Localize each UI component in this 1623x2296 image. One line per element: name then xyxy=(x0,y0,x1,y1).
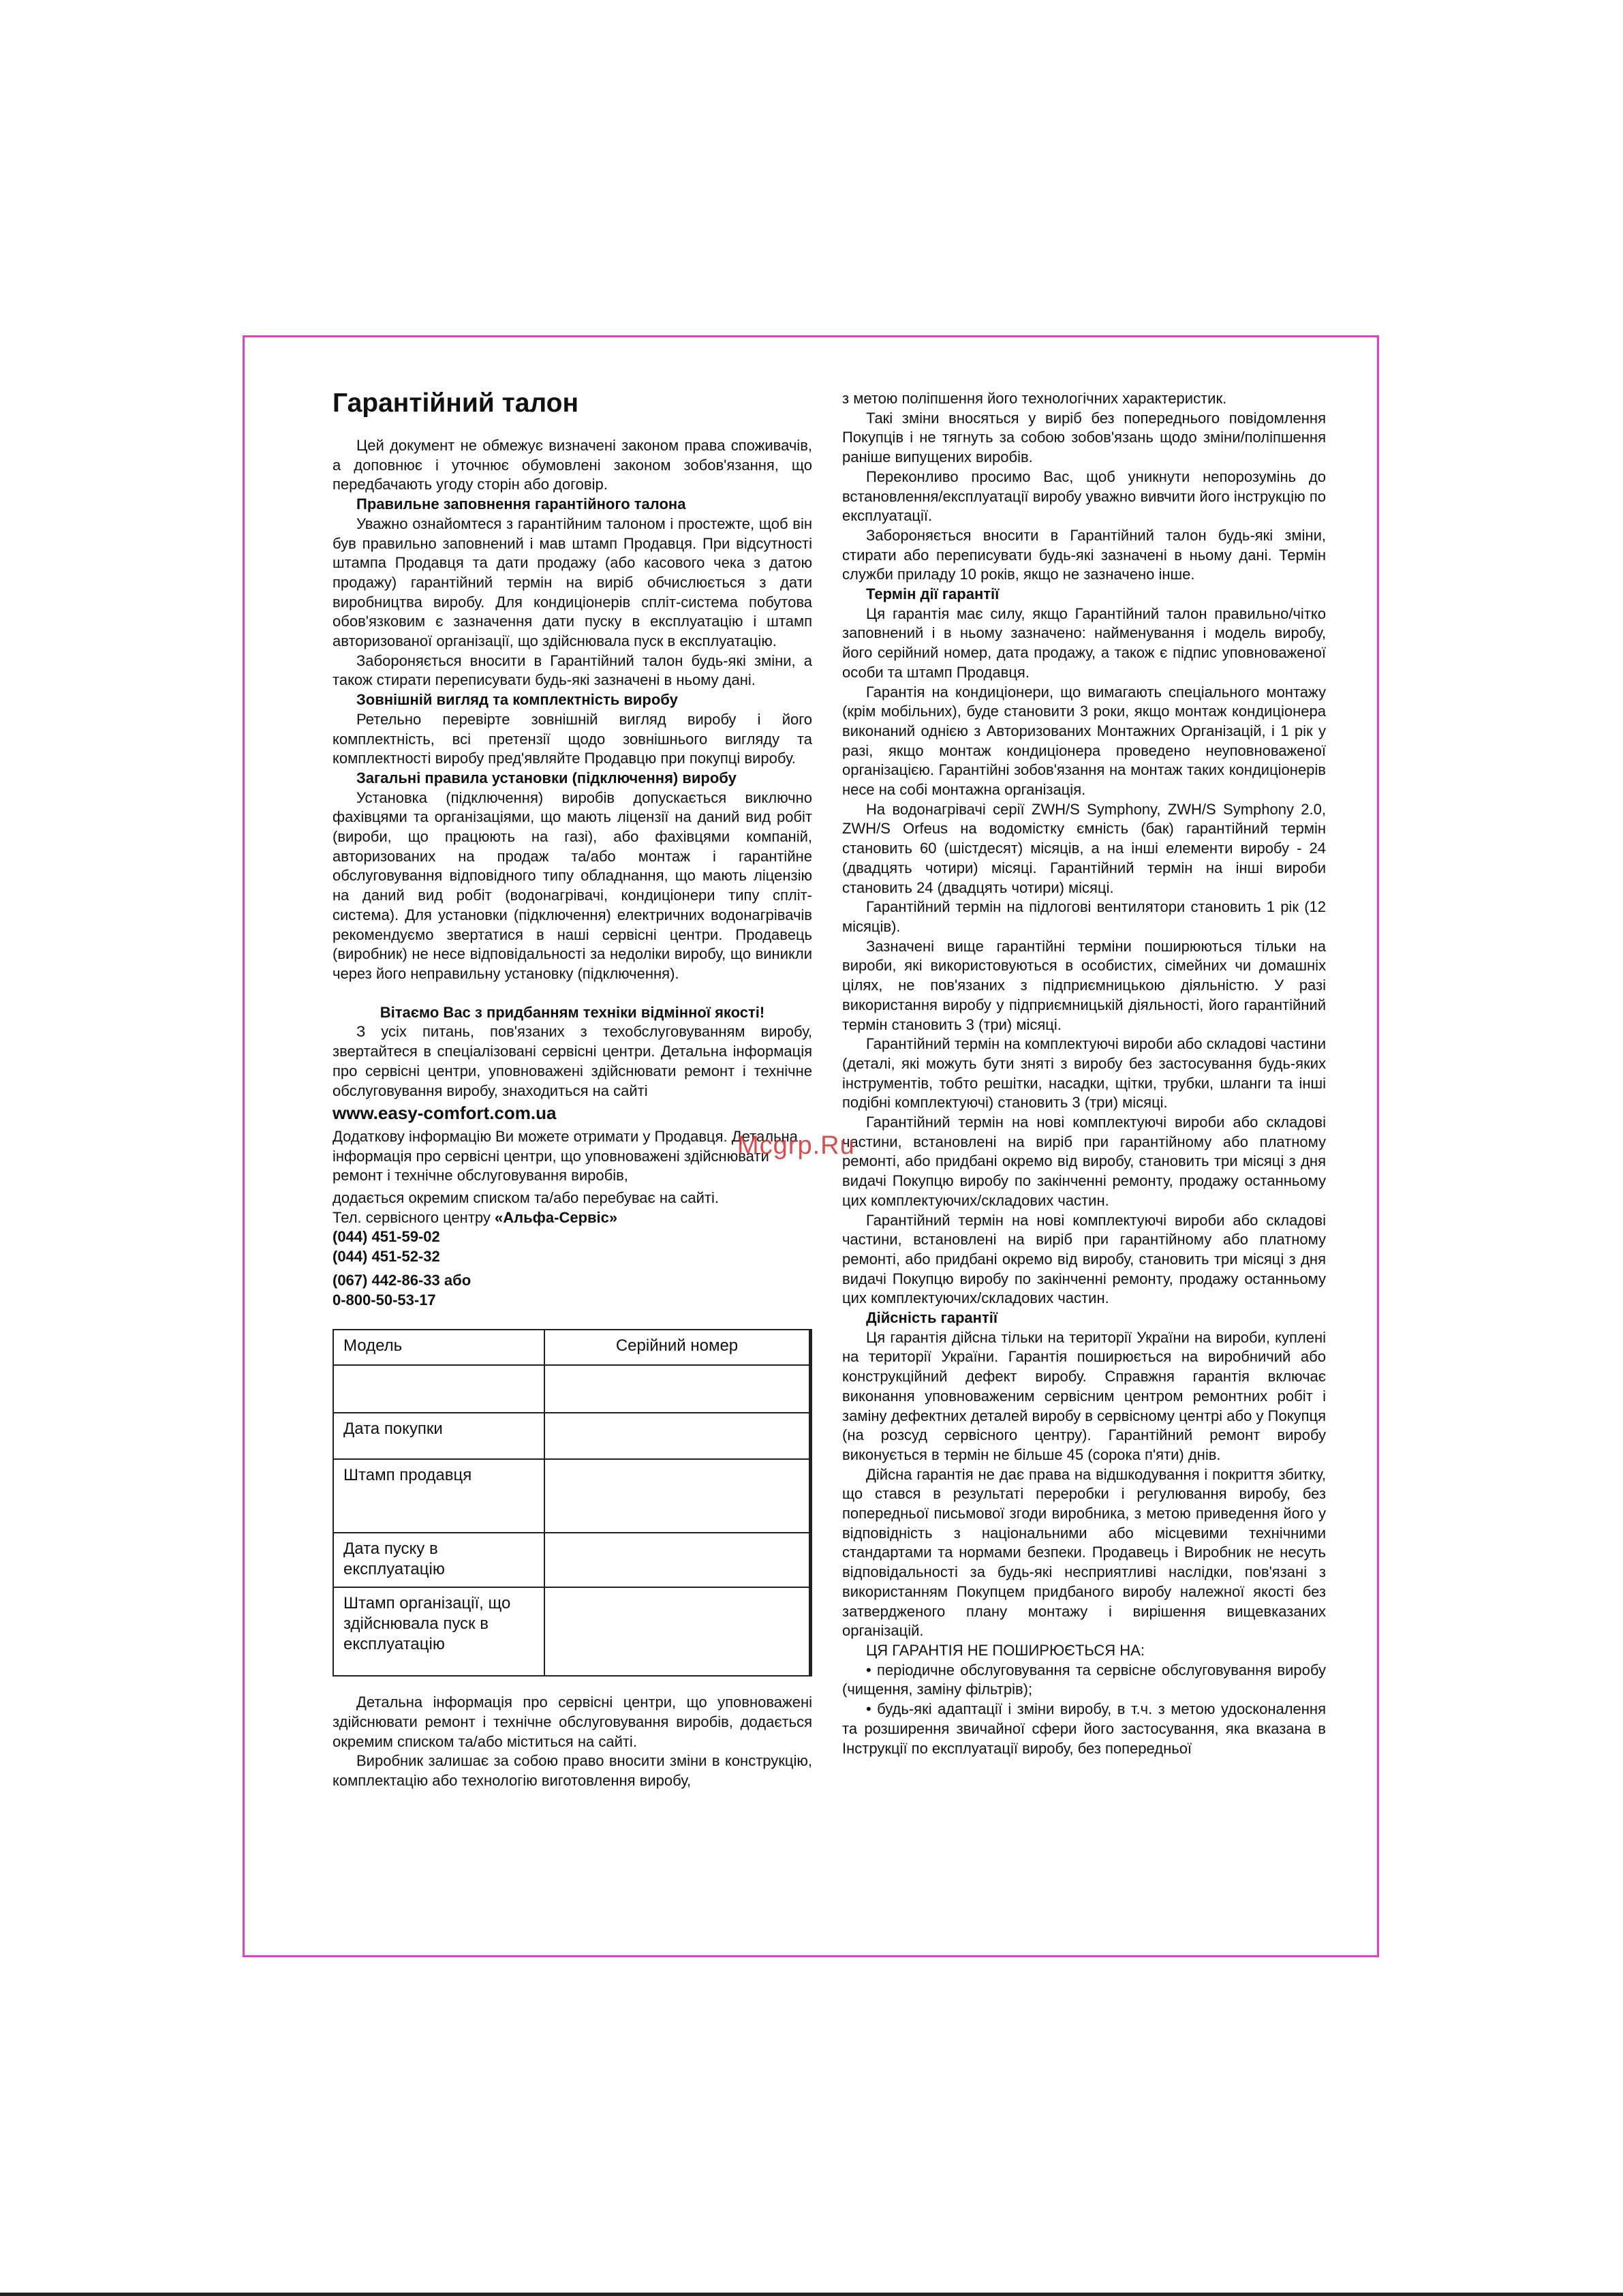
right-p6: На водонагрівачі серії ZWH/S Symphony, ZWH/S Symphony 2.0, ZWH/S Orfeus на водомістку ємність (бак) гарантійний термін становить 60 (шістдесят) місяців, а на інші елементи виробу - 24 (двадцять чотири) місяці. Гарантійний термін на інші вироби становить 24 (двадцять чотири) місяці. xyxy=(842,800,1326,896)
start-date-label: Дата пуску в експлуатацію xyxy=(333,1533,544,1587)
tel-prefix: Тел. сервісного центру xyxy=(333,1208,495,1226)
warranty-form-table xyxy=(333,1329,812,1677)
serial-value-cell[interactable] xyxy=(544,1365,811,1413)
purchase-date-cell[interactable] xyxy=(544,1413,811,1459)
site-link[interactable]: www.easy-comfort.com.ua xyxy=(333,1103,557,1124)
left-column xyxy=(333,388,812,1791)
service-line xyxy=(333,1208,812,1228)
list-paragraph: додається окремим списком та/або перебуває на сайті. xyxy=(333,1189,719,1207)
intro-paragraph: Цей документ не обмежує визначені законом права споживачів, а доповнює і уточнює обумовлені законом зобов'язання, що передбачають угоду сторін або договір. xyxy=(333,437,812,493)
right-p3: Забороняється вносити в Гарантійний талон будь-які зміни, стирати або переписувати будь-які зазначені в ньому дані. Термін служби приладу 10 років, якщо не зазначено інше. xyxy=(842,526,1326,583)
watermark: Mcgrp.Ru xyxy=(737,1131,855,1160)
purchase-date-label: Дата покупки xyxy=(333,1413,544,1459)
phone-1: (044) 451-59-02 xyxy=(333,1228,440,1246)
phone-2: (044) 451-52-32 xyxy=(333,1248,440,1266)
heading-term: Термін дії гарантії xyxy=(866,585,1000,603)
seller-stamp-cell[interactable] xyxy=(544,1459,811,1533)
heading-look: Зовнішній вигляд та комплектність виробу xyxy=(356,691,678,709)
heading-install: Загальні правила установки (підключення) виробу xyxy=(356,769,737,786)
install-paragraph: Установка (підключення) виробів допускається виключно фахівцями та організаціями, що мають ліцензії на даний вид робіт (вироби, що працюють на газі), або фахівцями компаній, авторизованих на продаж та/або монтаж і гарантійне обслуговування відповідного типу обладнання, що мають ліцензію на даний вид робіт (водонагрівачі, кондиціонери типу спліт-система). Для установки (підключення) електричних водонагрівачів рекомендуємо звертатися в наші сервісні центри. Продавець (виробник) не несе відповідальності за недоліки виробу, що виникли через його неправильну установку (підключення). xyxy=(333,789,812,982)
forbid-paragraph: Забороняється вносити в Гарантійний талон будь-які зміни, а також стирати переписувати будь-які зазначені в ньому дані. xyxy=(333,652,812,689)
bottom-border xyxy=(0,2293,1623,2296)
fill-paragraph: Уважно ознайомтеся з гарантійним талоном і простежте, щоб він був правильно заповнений і мав штамп Продавця. При відсутності штампа Продавця та дати продажу (або касового чека з датою продажу) гарантійний термін на виріб обчислюється з дати виробництва виробу. Для кондиціонерів спліт-система побутова обов'язковим є зазначення дати пуску в експлуатацію і штамп авторизованої організації, що здійснювала пуск в експлуатацію. xyxy=(333,515,812,650)
look-paragraph: Ретельно перевірте зовнішній вигляд виробу і його комплектність, всі претензії щодо зовнішнього вигляду та комплектності виробу пред'являйте Продавцю при покупці виробу. xyxy=(333,710,812,767)
org-stamp-cell[interactable] xyxy=(544,1587,811,1676)
after-paragraph-1: Детальна інформація про сервісні центри, що уповноважені здійснювати ремонт і технічне обслуговування виробів, додається окремим списком та/або міститься на сайті. xyxy=(333,1694,812,1750)
start-date-cell[interactable] xyxy=(544,1533,811,1587)
right-p11: Гарантійний термін на нові комплектуючі вироби або складові частини, встановлені на виріб при гарантійному або платному ремонті, або придбані окремо від виробу, становить три місяці з дня видачі Покупцю виробу по закінченні ремонту, продажу останньому цих комплектуючих/складових частин. xyxy=(842,1211,1326,1307)
right-p12: Ця гарантія дійсна тільки на території України на вироби, куплені на території України. Гарантія поширюється на виробничий або конструкційний дефект виробу. Справжня гарантія включає виконання уповноваженим сервісним центром ремонтних робіт і заміну дефектних деталей виробу в сервісному центрі або у Покупця (на розсуд сервісного центру). Гарантійний ремонт виробу виконується в термін не більше 45 (сорока п'яти) днів. xyxy=(842,1328,1326,1463)
heading-fill: Правильне заповнення гарантійного талона xyxy=(356,495,686,513)
right-p5: Гарантія на кондиціонери, що вимагають спеціального монтажу (крім мобільних), буде становити 3 роки, якщо монтаж кондиціонера виконаний однією з Авторизованих Монтажних Організацій, і 1 рік у разі, якщо монтаж кондиціонера проведено неуповноваженої організацією. Гарантійні зобов'язання на монтаж таких кондиціонерів несе на собі монтажна організація. xyxy=(842,683,1326,799)
model-label: Модель xyxy=(333,1330,544,1365)
right-p0: з метою поліпшення його технологічних характеристик. xyxy=(842,390,1227,407)
model-value-cell[interactable] xyxy=(333,1365,544,1413)
welcome-paragraph: З усіх питань, пов'язаних з техобслуговуванням виробу, звертайтеся в спеціалізовані сервісні центри. Детальна інформація про сервісні центри, уповноважені здійснювати ремонт і технічне обслуговування виробу, знаходиться на сайті xyxy=(333,1023,812,1099)
heading-valid: Дійсність гарантії xyxy=(866,1309,998,1327)
service-name: «Альфа-Сервіс» xyxy=(495,1208,618,1226)
right-p8: Зазначені вище гарантійні терміни поширюються тільки на вироби, які використовуються в особистих, сімейних чи домашніх цілях, не пов'язаних з підприємницькою діяльністю. У разі використання виробу у підприємницькій діяльності, його гарантійний термін становить 3 (три) місяці. xyxy=(842,937,1326,1033)
right-p14: ЦЯ ГАРАНТІЯ НЕ ПОШИРЮЄТЬСЯ НА: xyxy=(866,1642,1145,1659)
org-stamp-label: Штамп організації, що здійснювала пуск в експлуатацію xyxy=(333,1587,544,1676)
serial-label: Серійний номер xyxy=(544,1330,811,1365)
right-p4: Ця гарантія має силу, якщо Гарантійний талон правильно/чітко заповнений і в ньому зазначено: найменування і модель виробу, його серійний номер, дата продажу, а також є підпис уповноваженої особи та штамп Продавця. xyxy=(842,604,1326,681)
seller-stamp-label: Штамп продавця xyxy=(333,1459,544,1533)
right-p7: Гарантійний термін на підлогові вентилятори становить 1 рік (12 місяців). xyxy=(842,898,1326,935)
right-p10: Гарантійний термін на нові комплектуючі вироби або складові частини, встановлені на виріб при гарантійному або платному ремонті, або придбані окремо від виробу, становить три місяці з дня видачі Покупцю виробу по закінченні ремонту, продажу останньому цих комплектуючих/складових частин. xyxy=(842,1114,1326,1209)
page-title: Гарантійний талон xyxy=(333,388,579,418)
more-paragraph: Додаткову інформацію Ви можете отримати у Продавця. Детальна інформація про сервісні центри, що уповноважені здійснювати ремонт і технічне обслуговування виробів, xyxy=(333,1127,798,1184)
right-p16: • будь-які адаптації і зміни виробу, в т.ч. з метою удосконалення та розширення звичайної сфери його застосування, яка вказана в Інструкції по експлуатації виробу, без попередньої xyxy=(842,1700,1326,1757)
heading-welcome: Вітаємо Вас з придбанням техніки відмінної якості! xyxy=(380,1003,765,1021)
right-p13: Дійсна гарантія не дає права на відшкодування і покриття збитку, що стався в результаті переробки і регулювання виробу, без попередньої письмової згоди виробника, з метою приведення його у відповідність з національними або місцевими технічними стандартами та нормами безпеки. Продавець і Виробник не несуть відповідальності за будь-які несприятливі наслідки, пов'язані з використанням Покупцем придбаного виробу належної якості без затвердженого плану монтажу і вирішення вищевказаних організацій. xyxy=(842,1465,1326,1640)
right-column xyxy=(842,389,1326,1758)
phone-4: 0-800-50-53-17 xyxy=(333,1291,436,1308)
right-p15: • періодичне обслуговування та сервісне обслуговування виробу (чищення, заміну фільтрів); xyxy=(842,1661,1326,1698)
right-p2: Переконливо просимо Вас, щоб уникнути непорозумінь до встановлення/експлуатації виробу уважно вивчити його інструкцію по експлуатації. xyxy=(842,468,1326,525)
right-p1: Такі зміни вносяться у виріб без попереднього повідомлення Покупців і не тягнуть за собою зобов'язань щодо зміни/поліпшення раніше випущених виробів. xyxy=(842,409,1326,466)
phone-3: (067) 442-86-33 або xyxy=(333,1271,472,1289)
right-p9: Гарантійний термін на комплектуючі вироби або складові частини (деталі, які можуть бути зняті з виробу без застосування будь-яких інструментів, тобто решітки, насадки, щітки, трубки, шланги та інші подібні комплектуючі) становить 3 (три) місяці. xyxy=(842,1035,1326,1112)
after-paragraph-2: Виробник залишає за собою право вносити зміни в конструкцію, комплектацію або технологію виготовлення виробу, xyxy=(333,1752,812,1790)
